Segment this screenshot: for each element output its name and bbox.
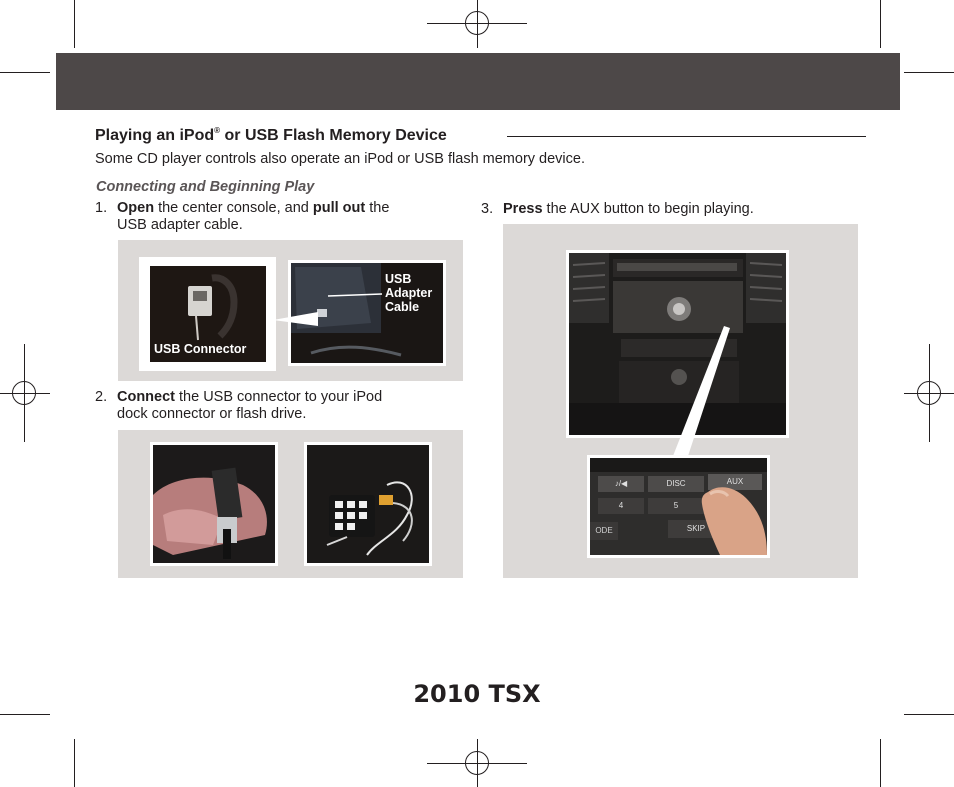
preset-5-button: 5	[648, 498, 704, 514]
title-rule	[507, 136, 866, 137]
photo-panel-3	[503, 224, 858, 578]
skip-button: SKIP	[668, 520, 724, 538]
photo-panel-1	[118, 240, 463, 381]
aux-button-photo	[587, 455, 770, 558]
preset-4-button: 4	[598, 498, 644, 514]
step-1: 1. Open the center console, and pull out the USB adapter cable.	[95, 200, 390, 233]
header-banner	[56, 53, 900, 110]
dashboard-photo	[566, 250, 789, 438]
ipod-cable-photo	[304, 442, 432, 566]
adapter-cable-photo	[288, 260, 446, 366]
usb-connector-label: USB Connector	[154, 342, 247, 356]
registered-mark: ®	[214, 126, 221, 135]
subheading: Connecting and Beginning Play	[96, 179, 315, 195]
hand-connect-photo	[150, 442, 278, 566]
section-title: Playing an iPod® or USB Flash Memory Device	[95, 126, 447, 144]
finger-graphic	[590, 458, 767, 555]
photo-panel-2	[118, 430, 463, 578]
step-2: 2. Connect the USB connector to your iPod dock connector or flash drive.	[95, 389, 383, 422]
step-3: 3. Press the AUX button to begin playing.	[481, 201, 754, 217]
intro-text: Some CD player controls also operate an iPod or USB flash memory device.	[95, 151, 585, 167]
aux-button: AUX	[708, 474, 762, 490]
music-button: ♪/◀	[598, 476, 644, 492]
usb-connector-photo	[139, 257, 276, 371]
mode-button: ODE	[590, 522, 618, 540]
usb-adapter-label: USB Adapter Cable	[385, 272, 433, 314]
disc-button: DISC	[648, 476, 704, 492]
model-title: 2010 TSX	[413, 680, 541, 708]
